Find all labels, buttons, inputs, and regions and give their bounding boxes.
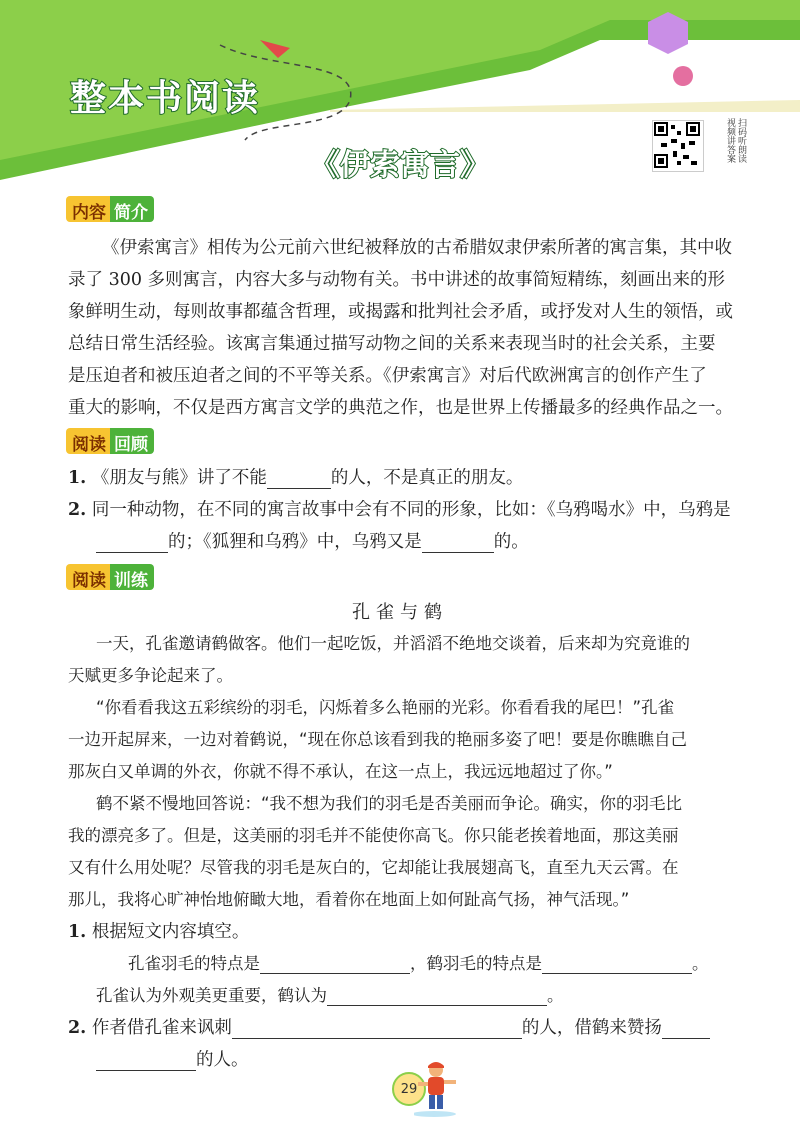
question-text: 《朋友与熊》讲了不能	[91, 468, 267, 488]
intro-line: 总结日常生活经验。该寓言集通过描写动物之间的关系来表现当时的社会关系，主要	[68, 334, 716, 354]
story-line: “你看看我这五彩缤纷的羽毛，闪烁着多么艳丽的光彩。你看看我的尾巴！”孔雀	[96, 698, 675, 717]
mascot-icon	[414, 1060, 462, 1118]
answer-blank[interactable]	[232, 1021, 522, 1039]
question-text: 作者借孔雀来讽刺	[91, 1018, 232, 1038]
question-text: 的；《狐狸和乌鸦》中，乌鸦又是	[168, 532, 422, 552]
answer-blank[interactable]	[260, 956, 410, 974]
section-tag-training	[66, 564, 154, 590]
answer-blank[interactable]	[422, 535, 494, 553]
question-number: 1.	[68, 922, 87, 942]
page-number: 29	[392, 1072, 426, 1106]
intro-line: 重大的影响，不仅是西方寓言文学的典范之作，也是世界上传播最多的经典作品之一。	[68, 398, 733, 418]
story-line: 天赋更多争论起来了。	[68, 666, 233, 685]
intro-line: 是压迫者和被压迫者之间的不平等关系。《伊索寓言》对后代欧洲寓言的创作产生了	[68, 366, 707, 386]
question-text: 。	[692, 954, 709, 973]
question-text: 根据短文内容填空。	[91, 922, 250, 942]
question-number: 1.	[68, 468, 87, 488]
question-text: 。	[547, 986, 564, 1005]
section-tag-intro-b: 简介	[110, 196, 154, 222]
intro-line: 录了 300 多则寓言，内容大多与动物有关。书中讲述的故事简短精练，刻画出来的形	[68, 270, 726, 290]
qr-label: 扫码听朗读 视频讲答案	[725, 118, 746, 163]
section-tag-intro	[66, 196, 154, 222]
question-text: 的人，不是真正的朋友。	[330, 468, 524, 488]
book-title: 《伊索寓言》	[310, 148, 490, 183]
story-title: 孔雀与鹤	[352, 602, 448, 623]
review-question-1	[68, 464, 523, 489]
section-tag-training-a: 阅读	[66, 564, 110, 590]
story-line: 一边开起屏来，一边对着鹤说，“现在你总该看到我的艳丽多姿了吧！要是你瞧瞧自己	[68, 730, 688, 749]
training-question-2	[68, 1014, 710, 1039]
question-text: 的人，借鹤来赞扬	[521, 1018, 662, 1038]
answer-blank[interactable]	[327, 988, 547, 1006]
training-fill-2	[96, 982, 564, 1006]
review-question-2	[68, 496, 731, 521]
section-tag-training-b: 训练	[110, 564, 154, 590]
section-tag-review-b: 回顾	[110, 428, 154, 454]
question-text: 孔雀认为外观美更重要，鹤认为	[96, 986, 327, 1005]
review-question-2-cont	[96, 528, 529, 553]
intro-line: 《伊索寓言》相传为公元前六世纪被释放的古希腊奴隶伊索所著的寓言集，其中收	[102, 238, 732, 258]
question-text: 的。	[493, 532, 529, 552]
section-tag-review-a: 阅读	[66, 428, 110, 454]
story-line: 鹤不紧不慢地回答说：“我不想为我们的羽毛是否美丽而争论。确实，你的羽毛比	[96, 794, 683, 813]
story-line: 一天，孔雀邀请鹤做客。他们一起吃饭，并滔滔不绝地交谈着，后来却为究竟谁的	[96, 634, 690, 653]
question-text: 同一种动物，在不同的寓言故事中会有不同的形象，比如：《乌鸦喝水》中，乌鸦是	[91, 500, 731, 520]
question-number: 2.	[68, 500, 87, 520]
question-text: 孔雀羽毛的特点是	[128, 954, 260, 973]
answer-blank[interactable]	[542, 956, 692, 974]
question-text: ，鹤羽毛的特点是	[410, 954, 542, 973]
question-text: 的人。	[196, 1050, 249, 1070]
answer-blank[interactable]	[96, 535, 168, 553]
answer-blank[interactable]	[662, 1021, 710, 1039]
story-line: 那儿，我将心旷神怡地俯瞰大地，看着你在地面上如何趾高气扬，神气活现。”	[68, 890, 630, 909]
section-tag-review	[66, 428, 154, 454]
section-tag-intro-a: 内容	[66, 196, 110, 222]
question-number: 2.	[68, 1018, 87, 1038]
training-question-1	[68, 918, 249, 943]
training-question-2-cont	[96, 1046, 249, 1071]
story-line: 又有什么用处呢？尽管我的羽毛是灰白的，它却能让我展翅高飞，直至九天云霄。在	[68, 858, 679, 877]
answer-blank[interactable]	[96, 1053, 196, 1071]
answer-blank[interactable]	[267, 471, 331, 489]
intro-line: 象鲜明生动，每则故事都蕴含哲理，或揭露和批判社会矛盾，或抒发对人生的领悟，或	[68, 302, 733, 322]
training-fill-1	[128, 950, 709, 974]
story-line: 我的漂亮多了。但是，这美丽的羽毛并不能使你高飞。你只能老挨着地面，那这美丽	[68, 826, 679, 845]
page-header-title: 整本书阅读	[70, 78, 261, 119]
story-line: 那灰白又单调的外衣，你就不得不承认，在这一点上，我远远地超过了你。”	[68, 762, 613, 781]
